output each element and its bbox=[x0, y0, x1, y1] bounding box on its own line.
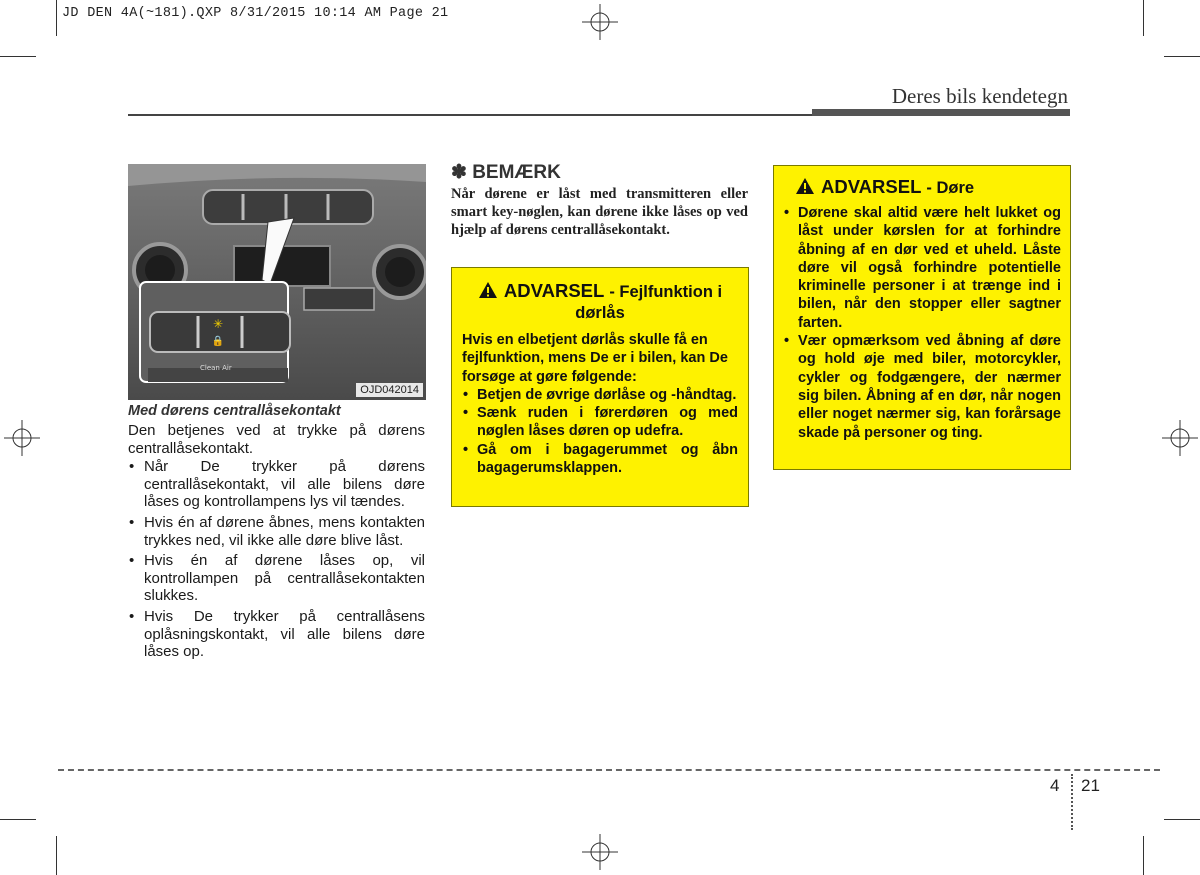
warning-bullet-list bbox=[783, 204, 1061, 442]
crop-mark bbox=[1143, 836, 1144, 875]
left-intro: Den betjenes ved at trykke på dørens centrallåsekontakt. bbox=[128, 422, 425, 457]
warning-subtitle: - Døre bbox=[926, 179, 975, 197]
registration-mark-icon bbox=[582, 834, 618, 870]
door-lock-switch-photo bbox=[128, 164, 426, 400]
crop-mark bbox=[1164, 819, 1200, 820]
warning-triangle-icon bbox=[478, 281, 498, 299]
list-item: • Hvis én af dørene åbnes, mens kontakten trykkes ned, vil ikke alle døre blive låst. bbox=[128, 514, 425, 549]
warning-box-doors bbox=[773, 165, 1071, 470]
svg-text:✳: ✳ bbox=[212, 317, 224, 331]
crop-mark bbox=[56, 836, 57, 875]
warning-triangle-icon bbox=[795, 177, 815, 195]
chapter-number: 4 bbox=[1050, 776, 1060, 795]
clean-air-label: Clean Air bbox=[200, 364, 232, 372]
warning-box-door-lock-malfunction bbox=[451, 267, 749, 507]
svg-text:🔒: 🔒 bbox=[211, 336, 225, 347]
registration-mark-icon bbox=[582, 4, 618, 40]
warning-bullet-list bbox=[462, 386, 738, 477]
list-item: • Sænk ruden i førerdøren og med nøglen låses døren op udefra. bbox=[462, 404, 738, 441]
warning-heading bbox=[462, 281, 738, 323]
header-rule-accent bbox=[812, 109, 1070, 116]
list-item: • Dørene skal altid være helt lukket og låst under kørslen for at forhindre åbning af en dør ved et uheld. Låste døre vil også forhindre potentielle kriminelle personer i at trænge ind i bilen, når den stopper eller sagtner farten. bbox=[783, 204, 1061, 332]
note-body: Når dørene er låst med transmitteren eller smart key-nøglen, kan dørene ikke låses op ved hjælp af dørens centrallåsekontakt. bbox=[451, 186, 748, 238]
crop-mark bbox=[0, 819, 36, 820]
list-item: • Betjen de øvrige dørlåse og -håndtag. bbox=[462, 386, 738, 404]
warning-subtitle: - Fejlfunktion i dørlås bbox=[575, 283, 723, 322]
registration-mark-icon bbox=[1162, 420, 1198, 456]
section-title: Deres bils kendetegn bbox=[891, 84, 1068, 108]
print-slug: JD DEN 4A(~181).QXP 8/31/2015 10:14 AM Page 21 bbox=[62, 6, 449, 21]
left-body-text bbox=[128, 422, 425, 664]
crop-mark bbox=[1143, 0, 1144, 36]
crop-mark bbox=[0, 56, 36, 57]
warning-title: ADVARSEL bbox=[503, 280, 605, 301]
list-item: • Gå om i bagagerummet og åbn bagagerumsklappen. bbox=[462, 441, 738, 478]
left-bullet-list bbox=[128, 458, 425, 661]
figure-code: OJD042014 bbox=[356, 383, 423, 397]
warning-heading bbox=[783, 177, 1061, 198]
list-item: • Vær opmærksom ved åbning af døre og hold øje med biler, motorcykler, cykler og fodgængere, der nærmer sig bilen. Åbning af en dør, når nogen eller noget nærmer sig, kan forårsage skade på personer og ting. bbox=[783, 332, 1061, 442]
warning-title: ADVARSEL bbox=[821, 176, 922, 197]
list-item: • Hvis De trykker på centrallåsens oplåsningskontakt, vil alle bilens døre låses op. bbox=[128, 608, 425, 661]
figure-caption: Med dørens centrallåsekontakt bbox=[128, 403, 341, 419]
page-number: 21 bbox=[1081, 776, 1100, 795]
crop-mark bbox=[56, 0, 57, 36]
list-item: • Når De trykker på dørens centrallåsekontakt, vil alle bilens døre låses og kontrollampens lys vil tændes. bbox=[128, 458, 425, 511]
dashboard-illustration bbox=[128, 164, 426, 400]
crop-mark bbox=[1164, 56, 1200, 57]
note-heading: ✽ BEMÆRK bbox=[451, 162, 561, 183]
warning-intro: Hvis en elbetjent dørlås skulle få en fejlfunktion, mens De er i bilen, kan De forsøge at gøre følgende: bbox=[462, 332, 728, 385]
page-number-divider bbox=[1071, 774, 1074, 830]
registration-mark-icon bbox=[4, 420, 40, 456]
list-item: • Hvis én af dørene låses op, vil kontrollampen på centrallåsekontakten slukkes. bbox=[128, 552, 425, 605]
footer-rule bbox=[58, 769, 1160, 771]
